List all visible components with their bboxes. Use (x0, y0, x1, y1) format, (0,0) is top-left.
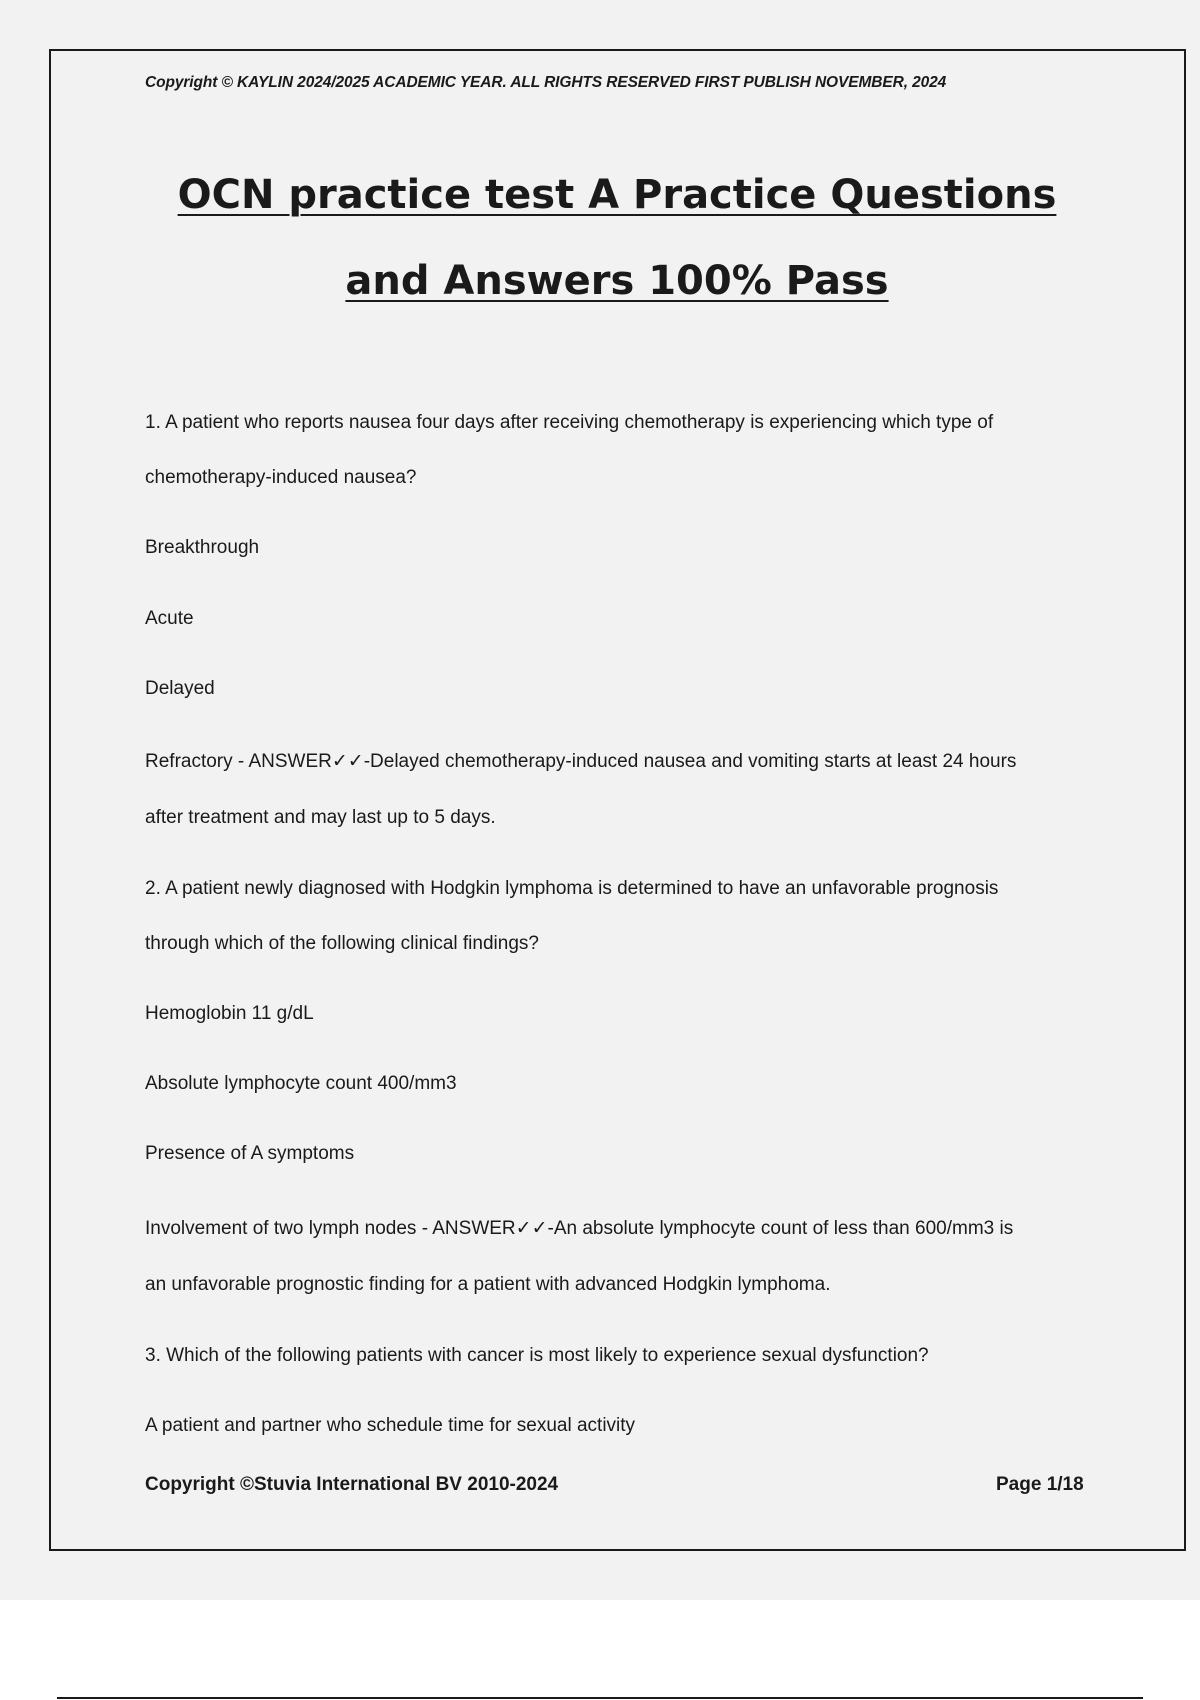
question-1-answer-line-2: after treatment and may last up to 5 days. (145, 807, 496, 828)
question-2-option-2: Absolute lymphocyte count 400/mm3 (145, 1073, 457, 1094)
footer-copyright: Copyright ©Stuvia International BV 2010-2024 (145, 1474, 559, 1495)
question-1-stem-line-2: chemotherapy-induced nausea? (145, 467, 417, 488)
question-2-stem-line-1: 2. A patient newly diagnosed with Hodgkin lymphoma is determined to have an unfavorable prognosis (145, 878, 999, 899)
next-page-divider (57, 1697, 1143, 1699)
document-title-line-1: OCN practice test A Practice Questions (177, 172, 1057, 218)
question-2-option-3: Presence of A symptoms (145, 1143, 355, 1164)
question-2-stem-line-2: through which of the following clinical findings? (145, 933, 539, 954)
page-number: Page 1/18 (996, 1474, 1084, 1495)
question-2-answer-line-2: an unfavorable prognostic finding for a patient with advanced Hodgkin lymphoma. (145, 1274, 831, 1295)
question-1-option-2: Acute (145, 608, 194, 629)
question-2-option-1: Hemoglobin 11 g/dL (145, 1003, 314, 1024)
question-3-option-1: A patient and partner who schedule time for sexual activity (145, 1415, 636, 1436)
question-1-stem-line-1: 1. A patient who reports nausea four days after receiving chemotherapy is experiencing which type of (145, 412, 994, 433)
header-copyright: Copyright © KAYLIN 2024/2025 ACADEMIC YEAR. ALL RIGHTS RESERVED FIRST PUBLISH NOVEMBER, 2024 (145, 74, 947, 91)
question-2-answer-line-1: Involvement of two lymph nodes - ANSWER✓✓-An absolute lymphocyte count of less than 600/mm3 is (145, 1218, 1014, 1239)
question-1-answer-line-1: Refractory - ANSWER✓✓-Delayed chemotherapy-induced nausea and vomiting starts at least 24 hours (145, 751, 1017, 772)
question-3-stem-line-1: 3. Which of the following patients with cancer is most likely to experience sexual dysfunction? (145, 1345, 929, 1366)
document-title-line-2: and Answers 100% Pass (345, 258, 889, 304)
question-1-option-3: Delayed (145, 678, 215, 699)
question-1-option-1: Breakthrough (145, 537, 260, 558)
